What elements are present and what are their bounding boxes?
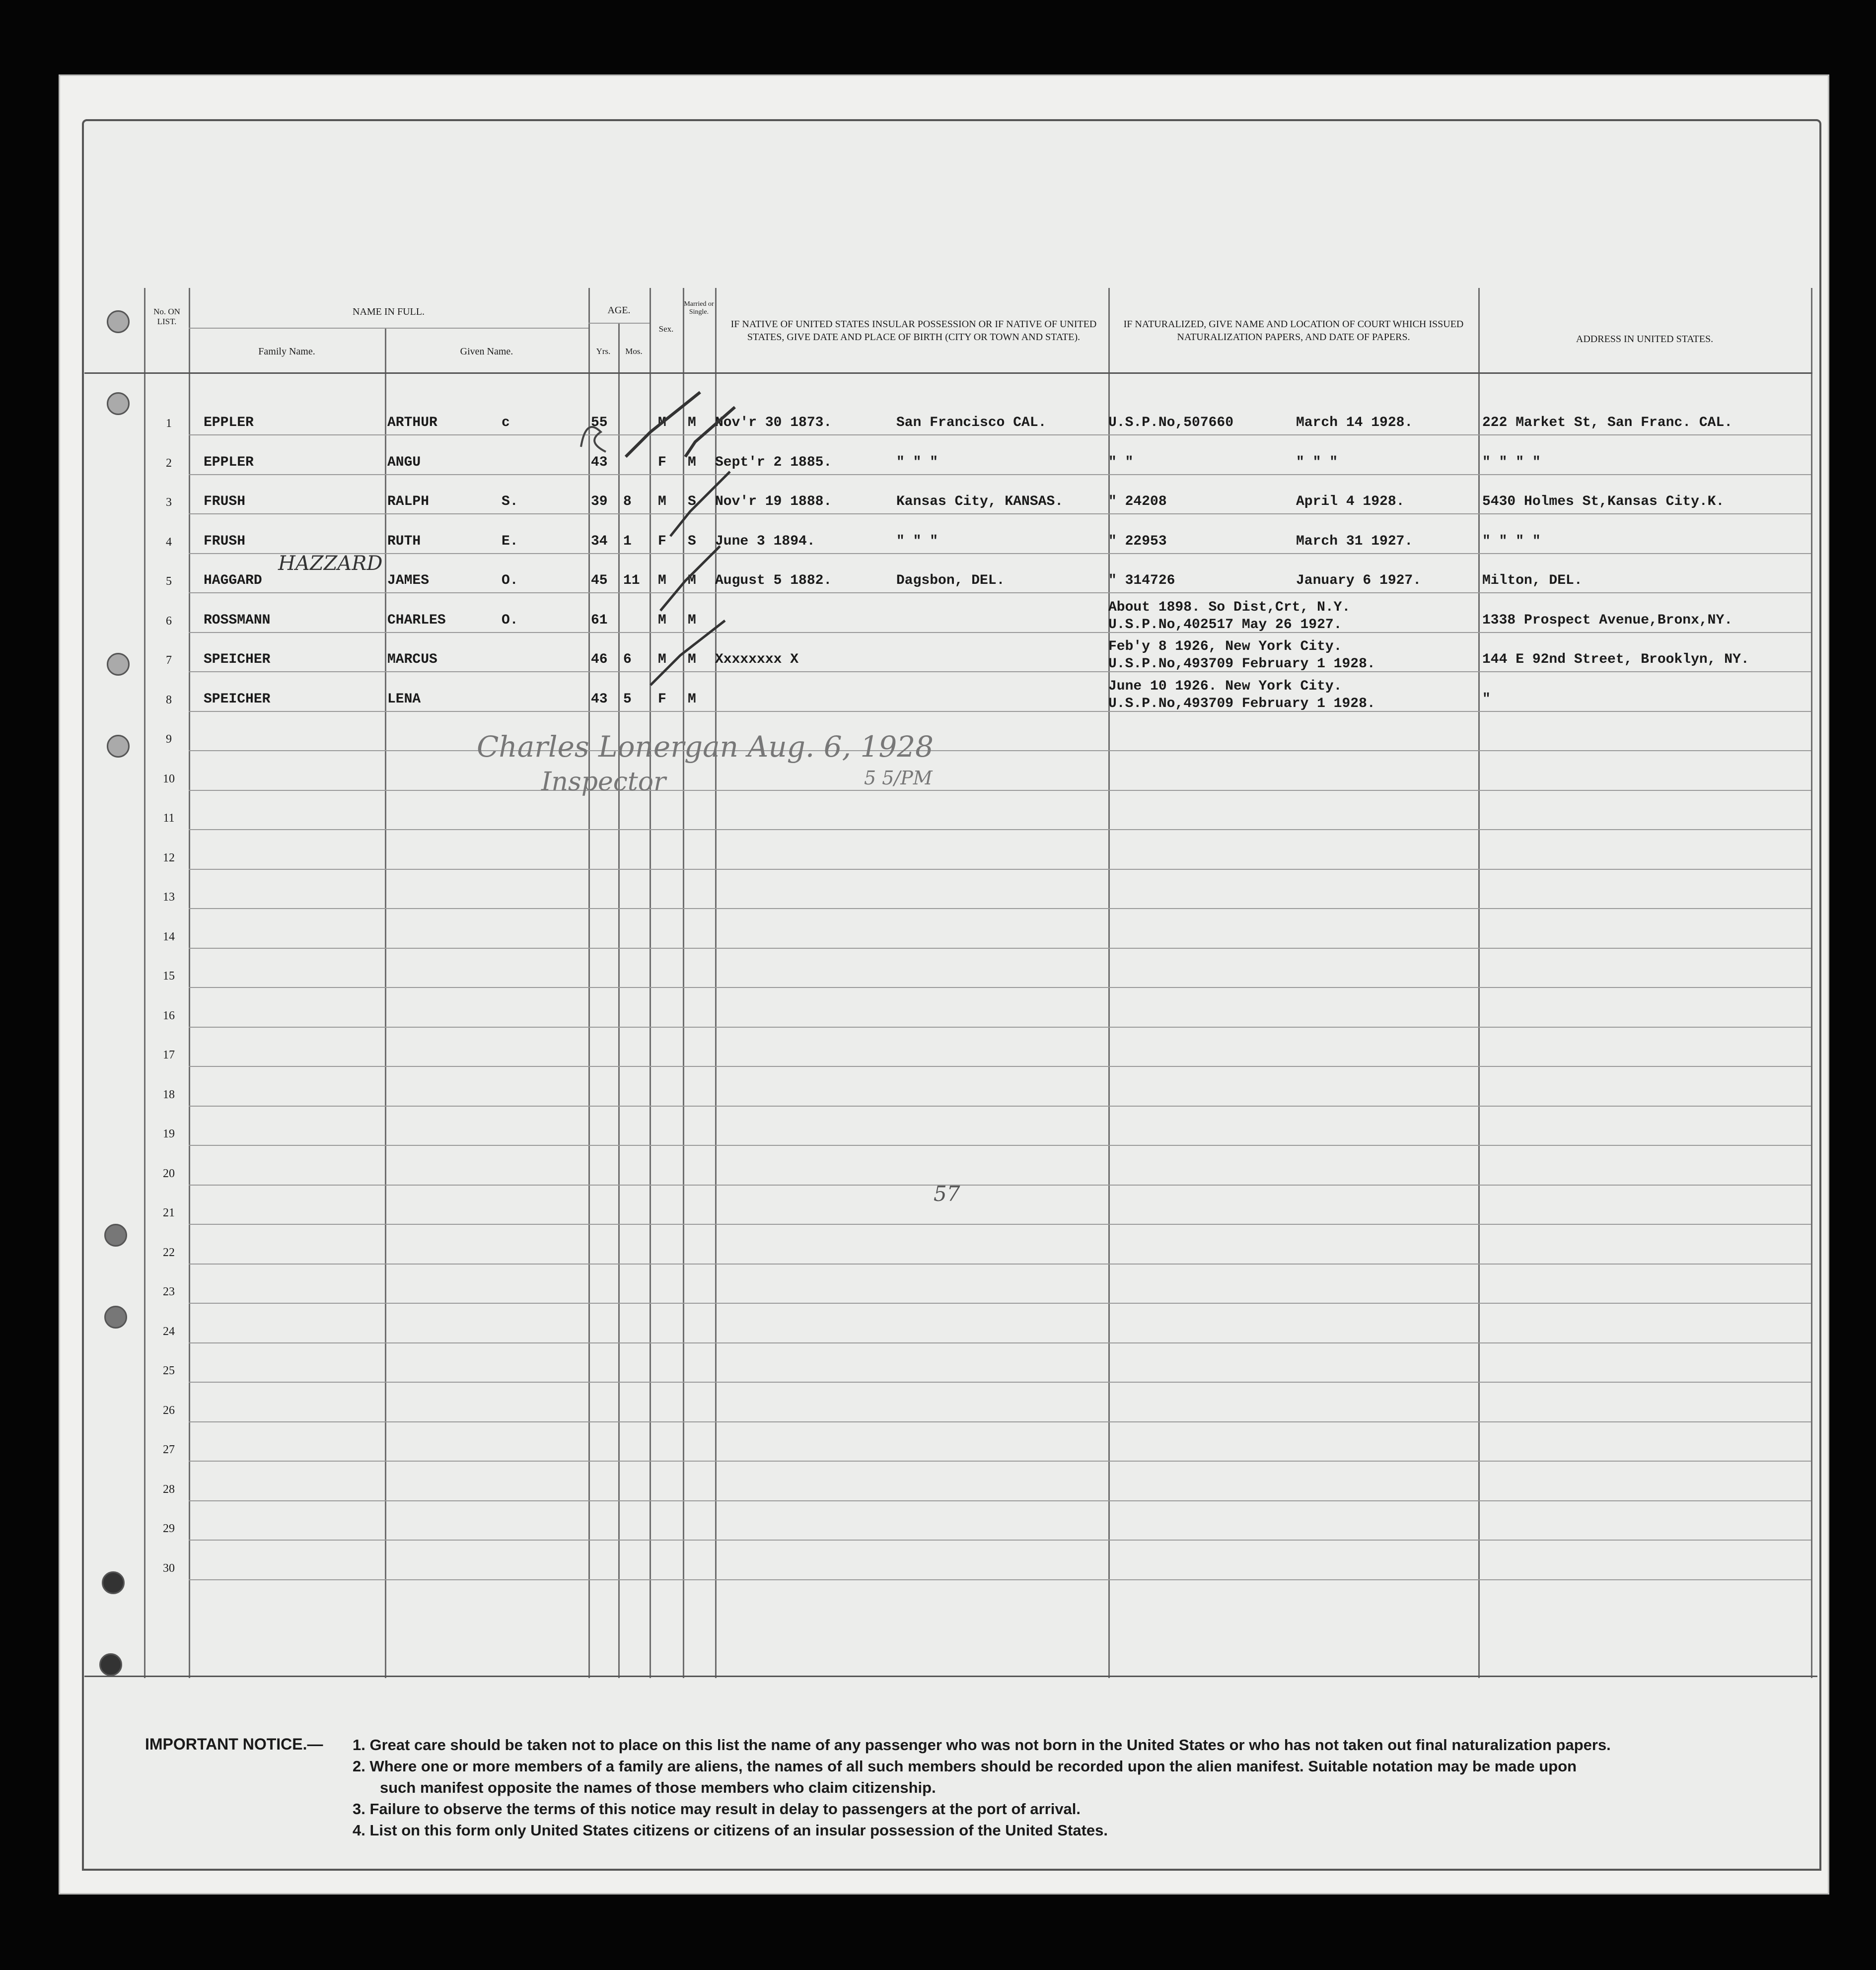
initial-cell: O. (502, 612, 518, 628)
binder-hole (107, 392, 130, 415)
notice-item-2: 2. Where one or more members of a family are aliens, the names of all such members should be recorded upon the alien manifest. Suitable notation may be made upon (353, 1758, 1577, 1775)
sex-cell: F (658, 691, 666, 707)
family-name-cell: SPEICHER (204, 691, 271, 707)
marital-cell: M (688, 573, 696, 588)
inspection-time: 5 5/PM (864, 767, 933, 789)
page-mark: 57 (934, 1182, 960, 1206)
initial-cell: S. (502, 494, 518, 509)
row-number: 3 (166, 496, 172, 509)
naturalization-date-cell: " " " (1296, 454, 1338, 470)
row-number: 9 (166, 733, 172, 746)
naturalization-court-cell: " " (1108, 454, 1134, 470)
age-months-cell: 11 (623, 573, 640, 588)
given-name-cell: RUTH (387, 533, 421, 549)
age-years-cell: 46 (591, 652, 608, 667)
row-number: 18 (163, 1088, 175, 1101)
row-line (189, 711, 1811, 712)
header-mos: Mos. (625, 347, 643, 356)
row-line (189, 1224, 1811, 1225)
birth-date-cell: Xxxxxxxx X (715, 652, 799, 667)
row-line (189, 553, 1811, 554)
age-months-cell: 5 (623, 691, 632, 707)
notice-item-2-cont: such manifest opposite the names of those members who claim citizenship. (380, 1779, 936, 1796)
given-name-cell: CHARLES (387, 612, 446, 628)
age-months-cell: 8 (623, 494, 632, 509)
family-name-cell: EPPLER (204, 415, 254, 430)
marital-cell: M (688, 612, 696, 628)
row-number: 15 (163, 970, 175, 983)
row-line (189, 1106, 1811, 1107)
given-name-cell: LENA (387, 691, 421, 707)
header-family-name: Family Name. (258, 346, 315, 357)
row-line (189, 750, 1811, 751)
address-cell: 5430 Holmes St,Kansas City.K. (1482, 494, 1725, 509)
initial-cell: E. (502, 533, 518, 549)
age-years-cell: 43 (591, 691, 608, 707)
family-name-cell: EPPLER (204, 454, 254, 470)
header-birth: IF NATIVE OF UNITED STATES INSULAR POSSESSION OR IF NATIVE OF UNITED STATES, GIVE DATE AND PLACE OF BIRTH (CITY OR TOWN AND STATE). (730, 319, 1097, 343)
row-number: 11 (163, 812, 175, 825)
row-line (189, 671, 1811, 672)
row-line (189, 513, 1811, 514)
inspector-title: Inspector (541, 767, 666, 797)
naturalization-court-cell: Feb'y 8 1926, New York City. (1108, 639, 1342, 654)
row-line (189, 1185, 1811, 1186)
sex-cell: F (658, 454, 666, 470)
row-line (189, 592, 1811, 593)
marital-cell: M (688, 415, 696, 430)
family-name-cell: ROSSMANN (204, 612, 271, 628)
birth-place-cell: San Francisco CAL. (896, 415, 1047, 430)
header-name-in-full: NAME IN FULL. (353, 306, 425, 317)
naturalization-date-cell: March 31 1927. (1296, 533, 1413, 549)
header-age: AGE. (607, 305, 631, 316)
naturalization-date-cell: January 6 1927. (1296, 573, 1422, 588)
age-months-cell: 1 (623, 533, 632, 549)
check-marks (566, 387, 765, 725)
birth-place-cell: " " " (896, 454, 938, 470)
row-number: 8 (166, 693, 172, 706)
address-cell: Milton, DEL. (1482, 573, 1583, 588)
row-number: 17 (163, 1049, 175, 1061)
row-line (189, 987, 1811, 988)
row-line (189, 869, 1811, 870)
row-line (189, 1264, 1811, 1265)
naturalization-date-cell: April 4 1928. (1296, 494, 1405, 509)
row-number: 4 (166, 535, 172, 549)
row-line (189, 1500, 1811, 1501)
header-married-single: Married or Single. (684, 300, 714, 316)
row-line (189, 1066, 1811, 1067)
row-line (189, 908, 1811, 909)
row-number: 13 (163, 891, 175, 904)
header-given-name: Given Name. (460, 346, 513, 357)
notice-label: IMPORTANT NOTICE.— (145, 1735, 323, 1753)
row-line (189, 434, 1811, 435)
row-line (189, 1421, 1811, 1422)
row-line (189, 1382, 1811, 1383)
row-line (189, 1461, 1811, 1462)
age-years-cell: 43 (591, 454, 608, 470)
birth-date-cell: August 5 1882. (715, 573, 832, 588)
birth-place-cell: Kansas City, KANSAS. (896, 494, 1064, 509)
naturalization-court-cell: June 10 1926. New York City. (1108, 678, 1342, 694)
age-years-cell: 61 (591, 612, 608, 628)
row-number: 24 (163, 1325, 175, 1338)
row-line (189, 1579, 1811, 1580)
notice-item-4: 4. List on this form only United States citizens or citizens of an insular possession of the United States. (353, 1822, 1108, 1839)
row-number: 23 (163, 1285, 175, 1298)
binder-hole (102, 1571, 125, 1594)
marital-cell: S (688, 494, 696, 509)
marital-cell: S (688, 533, 696, 549)
binder-hole (104, 1224, 127, 1247)
sex-cell: M (658, 494, 666, 509)
address-cell: " " " " (1482, 533, 1541, 549)
row-line (189, 829, 1811, 830)
header-naturalized: IF NATURALIZED, GIVE NAME AND LOCATION OF COURT WHICH ISSUED NATURALIZATION PAPERS, AND DATE OF PAPERS. (1123, 319, 1464, 343)
row-number: 21 (163, 1206, 175, 1219)
binder-hole (99, 1653, 122, 1676)
row-line (189, 1303, 1811, 1304)
row-number: 28 (163, 1482, 175, 1496)
age-years-cell: 45 (591, 573, 608, 588)
given-name-cell: JAMES (387, 573, 430, 588)
header-address: ADDRESS IN UNITED STATES. (1576, 334, 1714, 345)
binder-hole (107, 310, 130, 333)
notice-item-1: 1. Great care should be taken not to place on this list the name of any passenger who was not born in the United States or who has not taken out final naturalization papers. (353, 1736, 1611, 1754)
row-number: 16 (163, 1009, 175, 1022)
age-months-cell: 6 (623, 652, 632, 667)
row-line (189, 1540, 1811, 1541)
row-number: 2 (166, 456, 172, 470)
row-line (189, 632, 1811, 633)
sex-cell: F (658, 533, 666, 549)
birth-place-cell: " " " (896, 533, 938, 549)
row-number: 12 (163, 851, 175, 864)
handwritten-correction: HAZZARD (278, 552, 383, 575)
row-number: 19 (163, 1127, 175, 1140)
given-name-cell: ARTHUR (387, 415, 437, 430)
header-sex: Sex. (658, 324, 674, 334)
row-number: 25 (163, 1364, 175, 1377)
initial-cell: O. (502, 573, 518, 588)
family-name-cell: FRUSH (204, 494, 246, 509)
inspector-signature: Charles Lonergan Aug. 6, 1928 (477, 730, 934, 764)
header-no: No. ON LIST. (153, 307, 180, 326)
header-yrs: Yrs. (596, 347, 611, 356)
birth-date-cell: Nov'r 30 1873. (715, 415, 832, 430)
age-years-cell: 34 (591, 533, 608, 549)
manifest-table (82, 119, 1821, 1871)
naturalization-court-cell: " 22953 (1108, 533, 1167, 549)
sex-cell: M (658, 652, 666, 667)
initial-cell: c (502, 415, 510, 430)
row-line (189, 1342, 1811, 1343)
marital-cell: M (688, 691, 696, 707)
address-cell: 144 E 92nd Street, Brooklyn, NY. (1482, 652, 1749, 667)
row-line (189, 1027, 1811, 1028)
row-number: 22 (163, 1246, 175, 1259)
sex-cell: M (658, 573, 666, 588)
address-cell: " " " " (1482, 454, 1541, 470)
birth-place-cell: Dagsbon, DEL. (896, 573, 1005, 588)
naturalization-court-cell: " 314726 (1108, 573, 1175, 588)
given-name-cell: ANGU (387, 454, 421, 470)
birth-date-cell: Nov'r 19 1888. (715, 494, 832, 509)
family-name-cell: FRUSH (204, 533, 246, 549)
row-number: 6 (166, 614, 172, 628)
naturalization-date-cell: March 14 1928. (1296, 415, 1413, 430)
row-number: 1 (166, 417, 172, 430)
sex-cell: M (658, 415, 666, 430)
binder-hole (107, 653, 130, 676)
birth-date-cell: June 3 1894. (715, 533, 815, 549)
marital-cell: M (688, 652, 696, 667)
naturalization-court-cell: U.S.P.No,507660 (1108, 415, 1234, 430)
notice-item-3: 3. Failure to observe the terms of this notice may result in delay to passengers at the port of arrival. (353, 1800, 1081, 1818)
row-number: 7 (166, 654, 172, 667)
row-line (189, 1145, 1811, 1146)
row-number: 27 (163, 1443, 175, 1456)
marital-cell: M (688, 454, 696, 470)
binder-hole (107, 735, 130, 758)
naturalization-court-cell: About 1898. So Dist,Crt, N.Y. (1108, 599, 1351, 615)
address-cell: 222 Market St, San Franc. CAL. (1482, 415, 1733, 430)
row-number: 14 (163, 930, 175, 943)
row-line (189, 948, 1811, 949)
row-number: 20 (163, 1167, 175, 1180)
row-line (189, 474, 1811, 475)
sex-cell: M (658, 612, 666, 628)
age-years-cell: 55 (591, 415, 608, 430)
given-name-cell: RALPH (387, 494, 430, 509)
row-number: 5 (166, 575, 172, 588)
family-name-cell: SPEICHER (204, 652, 271, 667)
row-number: 29 (163, 1522, 175, 1535)
binder-hole (104, 1306, 127, 1329)
row-line (189, 790, 1811, 791)
row-number: 10 (163, 772, 175, 785)
naturalization-date-cell: U.S.P.No,493709 February 1 1928. (1108, 656, 1375, 672)
naturalization-date-cell: U.S.P.No,493709 February 1 1928. (1108, 696, 1375, 711)
naturalization-court-cell: " 24208 (1108, 494, 1167, 509)
address-cell: " (1482, 691, 1491, 707)
row-number: 26 (163, 1404, 175, 1417)
address-cell: 1338 Prospect Avenue,Bronx,NY. (1482, 612, 1733, 628)
given-name-cell: MARCUS (387, 652, 437, 667)
naturalization-date-cell: U.S.P.No,402517 May 26 1927. (1108, 617, 1342, 633)
age-years-cell: 39 (591, 494, 608, 509)
row-number: 30 (163, 1561, 175, 1575)
birth-date-cell: Sept'r 2 1885. (715, 454, 832, 470)
family-name-cell: HAGGARD (204, 573, 262, 588)
